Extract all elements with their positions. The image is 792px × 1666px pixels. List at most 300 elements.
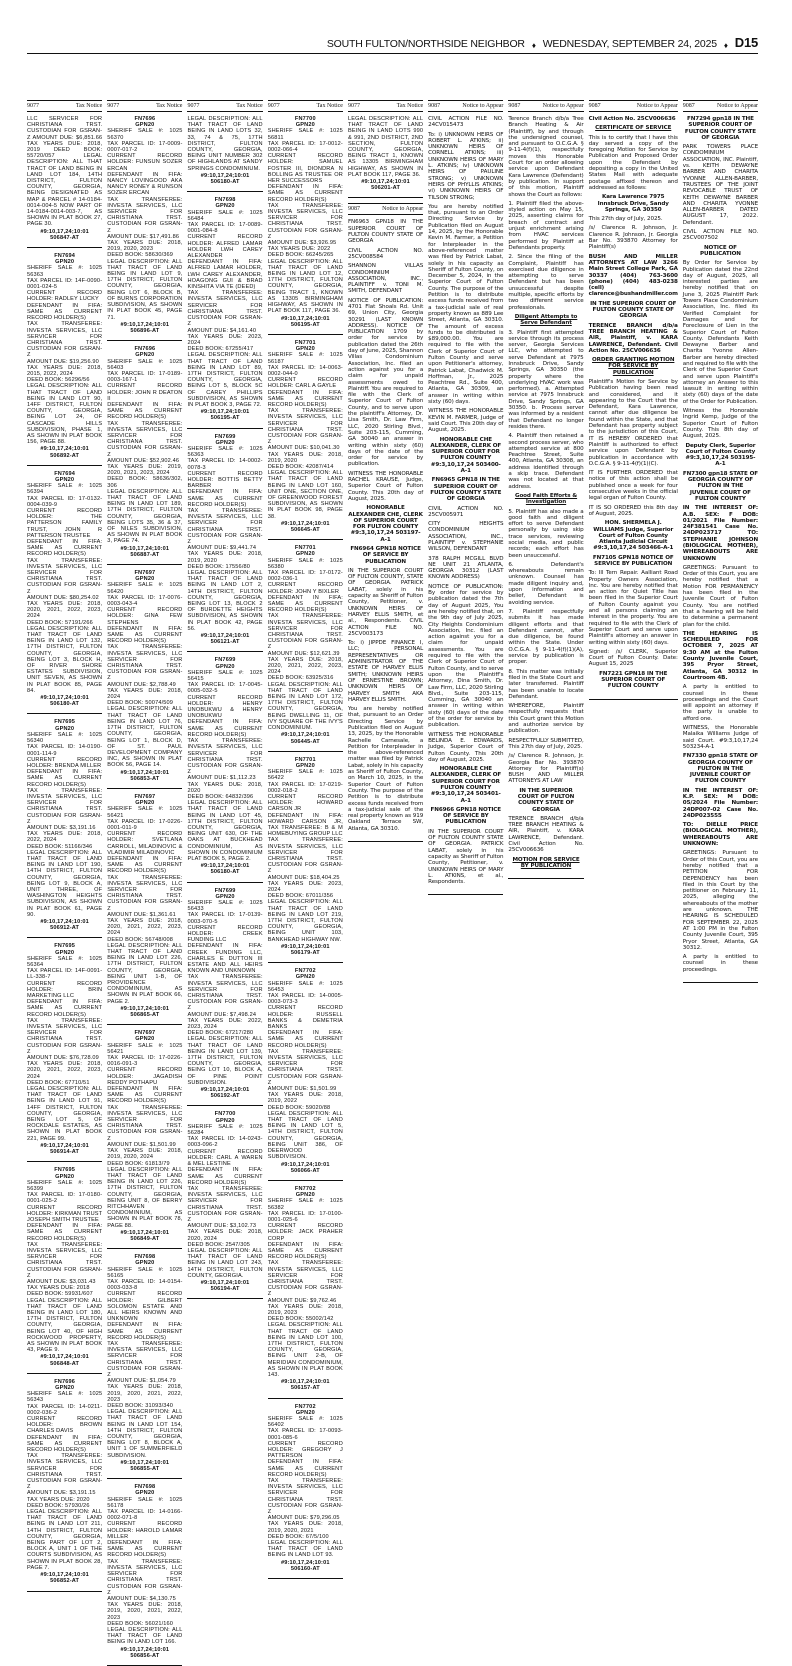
record-holder [268,377,343,389]
record-holder-value: CARL A WAREN & MEL LESTINE [187,1154,263,1168]
tax-transferee-value: INVESTA SERVICES, LLC SERVICER FOR CHRISTIANA TRST. CUSTODIAN FOR GSRAN-Z [267,843,343,875]
record-holder-value: JAGADISH REDDY POTHAPU [107,1073,183,1086]
notice-gpn-code: GPN20 [135,122,155,129]
legal-description-value: ALL THAT TRACT OF LAND BEING IN LAND LOT 5, 14TH DISTRICT, FULTON COUNTY, GEORGIA, BEING UNIT 386, OF DEERWOOD SUBDIVISION. [267,1110,343,1161]
legal-description-value: ALL THAT TRACT OF LAND BEING IN LAND LOT 100, 17TH DISTRICT, FULTON COUNTY, GEORGIA, BEING UNIT 2-B, OF MERIDIAN CONDOMINIUM, AS SHOWN IN PLAT BOOK 143. [267,1322,343,1378]
notice-gpn-code: GPN20 [135,800,155,807]
tax-transferee-label: TAX TRANSFEREE: [27,557,103,564]
tax-transferee [268,837,343,874]
tax-parcel-value: 14F-0091-LL-338-7 [27,968,103,981]
tax-transferee-value: INVESTA SERVICES, LLC SERVICER FOR CHRISTIANA TRST. CUSTODIAN FOR GSRAN-Z [107,1347,183,1378]
tax-notice [187,888,262,1107]
tax-years-value: 2018, 2019, 2020, 2024 [107,1148,183,1161]
amount-due-label: AMOUNT DUE: [107,1141,148,1148]
notice-paragraph: TERENCE BRANCH d/b/a TREE BRANCH HEATING & AIR, Plaintiff, v. KARA LAWRENCE, Defendant. Civil Action No. 25CV006636 [508,815,584,854]
defendant-fifa-label: DEFENDANT IN FIFA: [187,259,263,266]
record-holder [268,794,343,813]
tax-transferee-label: TAX TRANSFEREE: [107,874,183,881]
amount-due-label: AMOUNT DUE: [27,1490,68,1497]
record-holder-label: CURRENT RECORD HOLDER: [27,290,103,303]
deed-book-label: DEED BOOK: [27,1291,64,1298]
tax-years-value: 2018, 2019, 2020, 2023 [107,240,183,253]
notice-fn-code: FN7701 [294,756,316,763]
record-holder-label: CURRENT RECORD HOLDER: [27,980,103,993]
category-number: 9087 [588,103,601,109]
legal-description-label: LEGAL DESCRIPTION: [107,488,170,495]
legal-description [187,570,262,632]
run-dates: #9:10,17,24;10:01 [120,545,170,552]
tax-parcel [187,458,262,470]
run-dates: #9:10,17,24;10:01 [40,918,89,925]
deed-book-label: DEED BOOK: [187,793,224,800]
legal-description-label: LEGAL DESCRIPTION: [187,570,251,577]
notice-paragraph: CERTIFICATE OF SERVICE [595,125,672,132]
tax-transferee-label: TAX TRANSFEREE: [107,1340,183,1347]
tax-parcel-label: TAX PARCEL ID: [27,277,73,284]
defendant-fifa [107,626,182,645]
record-holder-label: CURRENT RECORD HOLDER: [107,383,183,396]
sheriff-sale-label: SHERIFF SALE #: [107,358,164,365]
record-holder-value: JACK PRAHER CORP [267,1229,343,1242]
record-holder-label: CURRENT RECORD HOLDER: [27,507,103,521]
tax-transferee-value: INVESTA SERVICES, LLC SERVICER FOR CHRISTIANA TRST. CUSTODIAN FOR GSRAN-Z [27,563,103,595]
notice-paragraph: 3. Plaintiff first attempted service through its process server, Georgia Services LLC, who attempted to serve Defendant at 7975 Innsbruck Drive, Sandy Springs, GA 30350 (the property where the underlying HVAC work was performed). a. Attempted service at 7975 Innsbruck Drive, Sandy Springs, GA 30350. b. Process server was informed by a resident that Defendant no longer resides there. [508,329,584,430]
tax-parcel [187,682,262,694]
defendant-fifa-label: DEFENDANT IN FIFA: [27,999,103,1006]
notice-paragraph: This 27th day of July, 2025. [588,216,663,223]
amount-due-value: $76,728.09 [69,1055,99,1062]
notice-fn-code: FN7695 [54,719,76,726]
notice-paragraph: 2. Since the filing of the Complaint, Plaintiff has exercised due diligence in attempting to serve Defendant but has been unsuccessful despite multiple, specific efforts by two different service professionals. [508,254,584,311]
legal-description-label: LEGAL DESCRIPTION: [267,470,331,477]
legal-description [27,1509,102,1571]
page-masthead [27,30,758,54]
notice-gpn-code: GPN20 [135,1036,155,1043]
notice-fn-code: FN7697 [134,793,156,800]
tax-transferee-value: INVESTA SERVICES, LLC SERVICER FOR CHRISTIANA TRST. CUSTODIAN FOR GSRAN-Z [27,1247,103,1279]
defendant-fifa [107,402,182,421]
sheriff-sale-value: 1025 56165 [107,1266,183,1279]
category-name: Notice to Appear [542,103,584,109]
notice-gpn-code: GPN20 [135,1260,155,1267]
amount-due-label: AMOUNT DUE: [107,1378,148,1385]
record-holder-label: CURRENT RECORD HOLDER: [187,470,263,483]
category-name: Notice to Appear [382,206,424,213]
tax-transferee-value: INVESTA SERVICES, LLC SERVICER FOR CHRISTIANA TRST. CUSTODIAN FOR GSRAN-Z [267,619,343,651]
legal-description [107,489,182,545]
tax-parcel-value: 17-0009-0007-017-2 [107,140,183,154]
amount-due-label: AMOUNT DUE: [27,1278,68,1285]
legal-description-label: LEGAL DESCRIPTION: [27,1086,90,1093]
legal-description-label: LEGAL DESCRIPTION: [267,1110,331,1117]
sheriff-sale-label: SHERIFF SALE #: [27,1391,84,1398]
notice-column [187,100,262,1575]
notice-gpn-code: GPN20 [295,122,315,129]
sheriff-sale-value: 1025 56811 [267,128,343,141]
tax-parcel-label: TAX PARCEL ID: [27,968,73,975]
record-holder-label: CURRENT RECORD HOLDER: [187,1148,263,1161]
defendant-fifa [107,1322,182,1341]
tax-years [187,1018,262,1030]
notice-gpn-code: GPN20 [295,1409,315,1416]
notice-fn-code: FN7698 [214,197,236,204]
ad-number: 506180-AT [210,179,240,186]
notice-fn-code: FN7698 [134,1254,156,1261]
tax-transferee-label: TAX TRANSFEREE: [187,290,263,297]
category-name: Tax Notice [316,103,343,109]
category-name: Notice to Appear [462,103,504,109]
tax-years-value: 2018, 2020, 2024 [187,1229,263,1242]
run-dates: #9:10,17,24;10:01 [281,943,330,950]
legal-description [268,682,343,732]
column-header [683,100,758,112]
sheriff-sale [187,900,262,912]
record-holder [27,1416,102,1435]
deed-book-value: 56021/160 [145,1620,174,1627]
defendant-fifa [27,999,102,1018]
defendant-fifa-value: SAME AS CURRENT RECORD HOLDER(S) [267,1036,343,1049]
tax-years-label: TAX YEARS DUE: [187,781,243,788]
record-holder-label: CURRENT RECORD HOLDER: [107,1291,183,1304]
sheriff-sale-label: SHERIFF SALE #: [187,669,244,676]
tax-parcel [27,496,102,508]
tax-transferee-label: TAX TRANSFEREE: [107,644,183,651]
tax-transferee-label: TAX TRANSFEREE: [267,1048,343,1055]
sheriff-sale [107,1497,182,1509]
run-dates: #9:10,17,24;10:01 [281,520,330,527]
record-holder-value: SVETLANA CARROLL, MILADINOVIC & VLADIMIR MILADINOVIC [107,837,183,856]
notice-paragraph: Diligent Attempts to Serve Defendant [514,313,578,327]
legal-description-value: ALL THAT TRACT OF LAND BEING IN LAND LOT 89, 17TH DISTRICT, FULTON COUNTY, GEORGIA, BEING LOT 5, BLOCK 5C OF CAREY PHILLIPS SUBDIVISION, AS SHOWN IN PLAT BOOK 3, PAGE 72. [187,352,263,408]
tax-transferee-label: TAX TRANSFEREE: [267,613,343,620]
defendant-fifa-value: SAME AS CURRENT RECORD HOLDER(S) [267,395,343,408]
run-dates: #9:10,17,24;10:01 [361,179,410,186]
category-number: 9087 [508,103,521,109]
defendant-fifa [107,172,182,197]
record-holder [107,607,182,626]
sheriff-sale-label: SHERIFF SALE #: [267,769,325,776]
notice-paragraph: GREETINGS: Pursuant to Order of this Court, you are hereby notified that a Motion FOR PERMANENCY has been filed in the Juvenile Court of Fulton County. You are notified that a hearing will be held to determine a permanent plan for the child. [682,564,759,628]
tax-years-value: 2018, 2020, 2021, 2022, 2023, 2024 [27,601,103,620]
tax-parcel [268,993,343,1005]
tax-transferee [107,197,182,234]
amount-due-label: AMOUNT DUE: [187,327,229,334]
notice-paragraph: You are hereby notified that, pursuant to an Order Directing Service by Publication filed on August 13, 2025, by the Honorable Rachelle Carnesale, a Petition for Interpleader in the above-referenced matter was filed by Patrick Labat, solely in his capacity as Sheriff of Fulton County, on March 10, 2025, in the Superior Court of Fulton County. The purpose of the Petition is to distribute excess funds received from a tax-judicial sale of the real property known as 919 Oakland Terrace SW, Atlanta, GA 30310. [347,706,424,832]
notice-fn-code: FN7699 [214,657,236,664]
category-number: 9087 [428,103,441,109]
legal-description-value: ALL THAT TRACT OF LAND BEING IN LAND LOT 76, 17TH DISTRICT, FULTON COUNTY, GEORGIA, BEING LOT 1, BLOCK D, OF ST. PAUL DEVELOPMENT COMPANY INC, AS SHOWN IN PLAT BOOK 56, PAGE 14. [107,706,183,769]
sheriff-sale [107,582,182,594]
tax-years-label: TAX YEARS DUE: [107,1148,163,1155]
tax-transferee [268,1049,343,1086]
deed-book-value: 66245/265 [305,252,334,259]
legal-description-label: LEGAL DESCRIPTION: [27,383,90,390]
legal-description-label: LEGAL DESCRIPTION: [27,1509,90,1516]
record-holder [27,508,102,539]
run-dates: #9:10,17,24;10:01 [200,1087,250,1094]
deed-book-label: DEED BOOK: [187,563,224,570]
defendant-fifa-label: DEFENDANT IN FIFA: [187,1167,263,1174]
deed-book-value: 67255/417 [225,346,254,353]
deed-book-label: DEED BOOK: [187,1241,224,1248]
sheriff-sale-label: SHERIFF SALE #: [187,899,244,906]
tax-notice [187,1111,262,1299]
sheriff-sale-value: 1025 56284 [187,1123,263,1137]
column-header [187,100,262,112]
deed-book-label: DEED BOOK: [27,1079,64,1086]
defendant-fifa-value: SAME AS CURRENT RECORD HOLDER(S) [187,1173,263,1186]
tax-notice [27,471,102,715]
tax-parcel [27,1404,102,1416]
defendant-fifa-value: SAME AS CURRENT RECORD HOLDER(S) [107,632,183,645]
legal-description-value: ALL THAT TRACT OF LAND BEING IN LAND LOT 91, 14FF DISTRICT, FULTON COUNTY, GEORGIA, BEING LOT 5, OF ROCKDALE ESTATES, AS SHOWN IN PLAT BOOK 221, PAGE 99. [27,1086,103,1142]
tax-parcel-value: 17-0180-0001-025-2 [27,1192,103,1205]
tax-transferee-label: TAX TRANSFEREE: [107,420,183,427]
defendant-fifa-value: SAME AS CURRENT RECORD HOLDER(S) [187,725,263,738]
legal-description-value: ALL THAT TRACT OF LAND BEING IN LAND LOT 219, 17TH DISTRICT, FULTON COUNTY, GEORGIA, BEING UNIT 103, BANKHEAD HIGHWAY NW. [267,899,343,943]
tax-years-label: TAX YEARS DUE: [267,880,323,887]
notice-paragraph: FN7330 gpn18 STATE OF GEORGIA COUNTY OF FULTON IN THE JUVENILE COURT OF FULTON COUNTY [682,753,758,785]
tax-transferee-value: INVESTA SERVICES, LLC SERVICER FOR CHRISTIANA TRST. CUSTODIAN FOR GSRAN-Z [267,1484,343,1516]
tax-years [27,365,102,377]
notice-gpn-code: GPN20 [295,974,315,981]
defendant-fifa-value: SAME AS CURRENT RECORD HOLDER(S) [267,601,343,614]
defendant-fifa-label: DEFENDANT IN FIFA: [267,594,343,601]
record-holder-label: CURRENT RECORD HOLDER: [187,924,263,937]
defendant-fifa-label: DEFENDANT IN FIFA: [267,1241,343,1248]
tax-years-value: 2022, 2023, 2024 [187,1017,263,1031]
record-holder-value: BOTTIS BETTY BARBER [187,476,263,490]
run-dates: #9:10,17,24;10:01 [40,446,89,453]
notice-fn-code: FN7700 [294,116,316,122]
record-holder [107,383,182,402]
tax-parcel [268,782,343,794]
tax-transferee [107,644,182,681]
tax-parcel-value: 17-0045-0005-032-5 [187,682,263,695]
sheriff-sale [268,1416,343,1428]
sheriff-sale-label: SHERIFF SALE #: [267,557,325,564]
tax-transferee-value: INVESTA SERVICES, LLC SERVICER FOR CHRISTIANA TRST. CUSTODIAN FOR GSRAN-Z [187,744,263,776]
defendant-fifa [107,1086,182,1105]
sheriff-sale-label: SHERIFF SALE #: [187,1123,244,1130]
record-holder-value: THE PATTERSON FAMILY TRUST, JOHN R PATTERSON TRUSTEE [27,514,103,539]
tax-transferee [187,508,262,545]
tax-transferee-value: INVESTA SERVICES, LLC SERVICER FOR CHRISTIANA TRST. CUSTODIAN FOR GSRAN-Z [107,1110,183,1142]
record-holder-value: BROWN CHARLES DAVIS [27,1422,103,1435]
amount-due-label: AMOUNT DUE: [107,457,148,464]
record-holder-label: CURRENT RECORD HOLDER: [107,1067,183,1080]
notice-paragraph: 378 RALPH MCGILL BLVD NE UNIT 21 ATLANTA, GEORGIA 30312 (LAST KNOWN ADDRESS) [428,555,504,581]
tax-transferee [107,875,182,912]
notice-paragraph: Signed: /s/ CLERK, Superior Court of Fulton County. Date: August 15, 2025 [588,648,678,668]
run-dates: #9:10,17,24;10:01 [120,321,170,328]
record-holder-value: FUNSUN SOZER ERCAN [107,159,183,172]
sheriff-sale-label: SHERIFF SALE #: [267,1198,325,1205]
tax-years-value: 2018 [76,1285,90,1292]
legal-description [27,626,102,694]
legal-description [268,1540,343,1559]
sheriff-sale [268,769,343,781]
deed-book-label: DEED BOOK: [267,1316,305,1323]
legal-description-value: ALL THAT TRACT OF LAND BEING IN LAND LOT 180, 17TH DISTRICT, FULTON COUNTY, GEORGIA, BEING LOT 40, OF HIGH ROCKWOOD PROPERTY, AS SHOWN IN PLAT BOOK 43, PAGE 9. [27,1297,103,1354]
record-holder [268,1441,343,1460]
notice-paragraph: To: i) JIPPDE FINANCE I, LLC; PERSONAL REPRESENTATIVES OR ADMINISTRATOR OF THE ESTATE OF HARVEY ELLIS SMITH; UNKNOWN HEIRS OF ERNESTINE BROWN; UNKNOWN HEIRS OF HARVEY SMITH AKA HARVEY ELLIS SMITH. [347,640,424,703]
notice-paragraph: CIVIL ACTION NO. 25CV005971 [428,505,504,518]
notice-paragraph: HONORABLE ALEXANDER CHE, CLERK OF SUPERIOR COURT FOR FULTON COUNTY #9:3,10,17,24 503197-A-1 [348,505,423,543]
notice-fn-code: FN7700 [214,1111,236,1118]
defendant-fifa [107,856,182,875]
tax-transferee-value: INVESTA SERVICES, LLC SERVICER FOR CHRISTIANA TRST. CUSTODIAN FOR GSRAN-Z [107,880,183,912]
tax-transferee-label: TAX TRANSFEREE: [27,1017,103,1024]
tax-notice [27,1379,102,1592]
tax-notice [348,116,423,198]
tax-notice [27,719,102,938]
diamond-separator-icon: ♦ [723,41,728,50]
category-name: Notice to Appear [717,103,759,109]
tax-transferee-value: INVESTA SERVICES, LLC SERVICER FOR CHRISTIANA TRST. CUSTODIAN FOR GSRAN-Z [107,1564,183,1596]
deed-book-value: 51166/346 [65,843,93,850]
defendant-fifa-value: SAME AS CURRENT RECORD HOLDER(S) [27,775,103,788]
tax-parcel [107,1279,182,1291]
tax-transferee-value: INVESTA SERVICES, LLC SERVICER FOR CHRISTIANA TRST. CUSTODIAN FOR GSRAN-Z [187,980,263,1012]
sheriff-sale [268,558,343,570]
run-dates: #9:10,17,24;10:01 [200,172,250,179]
record-holder-label: CURRENT RECORD HOLDER: [267,1440,343,1454]
deed-book-label: DEED BOOK: [27,843,64,850]
legal-description [187,1036,262,1086]
tax-parcel [107,819,182,831]
notice-gpn-code: GPN20 [135,576,155,583]
tax-notice [268,757,343,964]
legal-description [268,1322,343,1378]
deed-book-value: 50074/509 [145,700,174,707]
legal-description-value: ALL THAT TRACT OF LAND BEING IN LAND LOT 243, 14TH DISTRICT, FULTON COUNTY, GEORGIA. [187,1247,263,1279]
tax-notice [107,794,182,1025]
category-name: Notice to Appear [636,103,678,109]
defendant-fifa-label: DEFENDANT IN FIFA: [107,1322,183,1329]
tax-transferee-label: TAX TRANSFEREE: [267,202,343,209]
tax-transferee-label: TAX TRANSFEREE: [187,507,263,514]
amount-due-value: $19,256.90 [69,358,99,365]
deed-book-value: 57191/266 [65,619,93,626]
tax-parcel-label: TAX PARCEL ID: [27,1192,76,1199]
run-dates: #9:10,17,24;10:01 [281,732,330,739]
record-holder-value: CREEK FUNDING LLC [187,930,263,944]
sheriff-sale-value: 1025 56484 [187,209,263,222]
amount-due-value: $3,926.95 [310,240,337,247]
deed-book-label: DEED BOOK: [267,252,305,259]
notice-paragraph: 4. Plaintiff then retained a second process server, who attempted service at 800 Peachtree Street, Suite 400, Atlanta, GA 30308, an address identified through a skip trace. Defendant was not located at that address. [508,433,584,490]
tax-parcel-value: 17-0076-0003-043-4 [107,594,183,608]
sheriff-sale-label: SHERIFF SALE #: [27,1179,84,1186]
tax-parcel-label: TAX PARCEL ID: [27,495,76,502]
tax-parcel [187,222,262,234]
notice-paragraph: FN7221 GPN18 IN THE SUPERIOR COURT OF FULTON COUNTY [599,670,668,690]
legal-description-value: ALL THAT TRACT OF LAND BEING IN LAND LOT 160, UNIT ONE, SECTION ONE, OF GREENWOOD FOREST SUBDIVISION, AS SHOWN IN PLAT BOOK 98, PAGE 38. [267,470,343,520]
tax-transferee [268,1260,343,1297]
notice-paragraph: NOTICE OF PUBLICATION: 4701 Flat Shoals Rd. Unit 69, Union City, Georgia 30291 (LAST KNOWN ADDRESS). NOTICE OF PUBLICATION 1709 by order for service by publication dated the 26th day of June, 2025, Shannon Villas Condominium Association, Inc. filed an action against you for a claim for unpaid assessments owed to Plaintiff. You are required to file with the Clerk of Superior Court of Fulton County, and to serve upon the plaintiff's Attorney, Dr. Lisa Smith, Dr. Law Firm, LLC, 2020 Stirling Blvd., Suite 203-115, Cumming, GA 30040 an answer in writing within sixty (60) days of the date of the order for service by publication. [347,297,424,468]
tax-years-label: TAX YEARS DUE: [107,463,163,470]
record-holder-value: HENRY UNOBUKWU & HENRY UNOBUKWU [187,700,263,720]
tax-years-label: TAX YEARS DUE: [107,687,163,694]
tax-transferee-value: INVESTA SERVICES, LLC SERVICER FOR CHRISTIANA TRST. CUSTODIAN FOR GSRAN-Z [27,1024,103,1055]
notice-paragraph: WITNESS THE HONORABLE RACHEL KRAUSE, Judge, Superior Court of Fulton County. This 20th day of August, 2025. [347,470,424,502]
tax-years-label: TAX YEARS DUE: [107,1602,163,1609]
amount-due-value: $3,191.15 [69,1490,96,1497]
legal-notices-columns [27,100,759,1659]
legal-description-label: LEGAL DESCRIPTION: [27,1297,90,1304]
tax-transferee-label: TAX TRANSFEREE: [267,1478,343,1485]
notice-paragraph: Kara Lawrence 7975 Innsbruck Drive, Sandy Springs, GA 30350 [597,194,669,213]
run-dates: #9:10,17,24;10:01 [120,1459,170,1466]
sheriff-sale [268,981,343,993]
defendant-fifa-value: SAME AS CURRENT RECORD HOLDER(S) [27,545,103,558]
amount-due-label: AMOUNT DUE: [267,1297,309,1304]
tax-years-label: TAX YEARS DUE: [107,917,163,924]
sheriff-sale-value: 1025 56364 [27,955,103,968]
legal-description [27,850,102,918]
notice-fn-code: FN7699 [214,887,236,894]
deed-book-label: DEED BOOK: [187,346,224,353]
tax-transferee [107,1341,182,1378]
amount-due-value: $79,296.05 [310,1515,340,1522]
amount-due-label: AMOUNT DUE: [107,233,148,240]
sheriff-sale [107,1043,182,1055]
tax-transferee-value: INVESTA SERVICES, LLC SERVICER FOR CHRISTIANA TRST. CUSTODIAN FOR GSRAN-Z [187,296,263,328]
tax-years-label: TAX YEARS DUE: [187,333,243,340]
sheriff-sale-label: SHERIFF SALE #: [107,128,164,135]
defendant-fifa-label: DEFENDANT IN FIFA: [27,302,103,309]
notice-paragraph: RESPECTFULLY SUBMITTED, This 27th day of July, 2025. [508,737,584,750]
notice-gpn-code: GPN20 [215,1117,235,1124]
tax-transferee [27,1453,102,1490]
defendant-fifa-label: DEFENDANT IN FIFA: [107,855,183,862]
run-dates: #9:10,17,24;10:01 [200,863,250,870]
defendant-fifa [268,390,343,409]
amount-due-label: AMOUNT DUE: [187,545,229,552]
legal-description-value: ALL THAT TRACT OF LAND BEING IN LAND LOT 226, 17TH DISTRICT, FULTON COUNTY, GEORGIA, BEING UNIT 1-B, OF PROVIDENCE CONDOMINIUM, AS SHOWN IN PLAT BOOK 66, PAGE 2. [107,942,183,1005]
run-dates: #9:10,17,24;10:01 [120,769,170,776]
defendant-fifa-label: DEFENDANT IN FIFA: [107,401,183,408]
sheriff-sale [27,265,102,277]
record-holder-value: SAMUEL FOSTER III, DIONDRA N BOLLING AS TRUSTEE OR HER SUCCESSORS [267,159,343,185]
category-name: Tax Notice [156,103,183,109]
legal-description [107,1627,182,1646]
notice-paragraph: Plaintiff's Motion for Service by Publication having been read and considered, and it appearing to the Court that the Defendant, Kara Lawrence, cannot after due diligence be found within the State, and that Defendant has property subject to the jurisdiction of this Court, IT IS HEREBY ORDERED that Plaintiff is authorized to effect service upon Defendant by publication in accordance with O.C.G.A. § 9-11-4(f)(1)(C). [588,378,678,467]
tax-transferee-label: TAX TRANSFEREE: [267,1260,343,1267]
tax-transferee [187,290,262,327]
notice-paragraph: WITNESS THE HONORABLE KEVIN M. FARMER, Judge of said Court. This 20th day of August, 2025. [428,408,504,434]
tax-years-label: TAX YEARS DUE: [267,1303,323,1310]
tax-transferee-value: INVESTA SERVICES, LLC SERVICER FOR CHRISTIANA TRST. CUSTODIAN FOR GSRAN-Z [107,650,183,682]
record-holder-value: HOWARD CARSON JR [267,800,343,813]
category-number: 9077 [267,103,280,109]
tax-parcel-value: 17-0219-0002-018-2 [267,781,343,794]
tax-parcel-label: TAX PARCEL ID: [27,1403,76,1410]
deed-book-label: DEED BOOK: [107,476,148,483]
tax-transferee-value: INVESTA SERVICES, LLC SERVICER FOR CHRISTIANA TRST. CUSTODIAN FOR GSRAN-Z [187,1192,263,1223]
tax-notice [187,116,262,192]
notice-paragraph: GREETINGS: Pursuant to Order of this Court, you are hereby notified that a PETITION FOR DEPENDENCY has been filed in this Court by the petitioner on February 11, 2025, alleging the whereabouts of the mother are unknown. THE HEARING IS SCHEDULED FOR SEPTEMBER 22, 2025 AT 1:00 PM in the Fulton County Juvenile Court, 395 Pryor Street, Atlanta, GA 30312. [682,850,759,951]
legal-description [107,943,182,1005]
deed-book-label: DEED BOOK: [107,1620,144,1627]
tax-notice [268,340,343,540]
legal-description-label: LEGAL DESCRIPTION: [187,800,251,807]
record-holder-label: CURRENT RECORD HOLDER: [187,234,263,247]
tax-parcel-value: 17-0226-0016-091-3 [107,1055,183,1068]
tax-years-label: TAX YEARS DUE: [27,601,83,608]
notice-paragraph: FN6965 GPN18 IN THE SUPERIOR COURT OF FULTON COUNTY STATE OF GEORGIA [430,477,502,503]
